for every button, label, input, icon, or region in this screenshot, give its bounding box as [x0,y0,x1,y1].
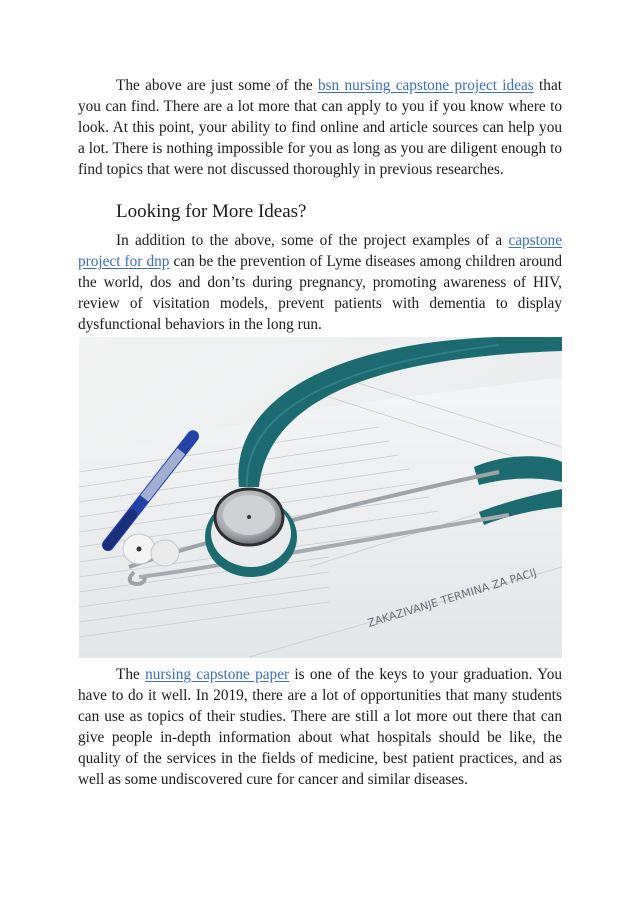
link-capstone-project-for-dnp[interactable]: capstone project for dnp [78,232,562,270]
section-heading: Looking for More Ideas? [116,201,307,222]
paragraph-capstone-paper [78,664,562,790]
paragraph-bsn-ideas [78,75,562,180]
link-bsn-nursing-capstone-project-ideas[interactable]: bsn nursing capstone project ideas [317,77,534,94]
link-nursing-capstone-paper[interactable]: nursing capstone paper [145,666,290,683]
paragraph-text: The [116,666,146,683]
paragraph-text: In addition to the above, some of the project examples of a [116,232,509,249]
paragraph-text: can be the prevention of Lyme diseases among children around the world, dos and don’ts during pregnancy, promoting awareness of HIV, review of visitation models, prevent patients with dementia to display dysfunctional behaviors in the long run. [78,253,562,333]
paragraph-text: The above are just some of the [116,77,318,94]
stethoscope-illustration [79,337,562,658]
paragraph-text: is one of the keys to your graduation. You have to do it well. In 2019, there are a lot of opportunities that many students can use as topics of their studies. There are still a lot more out there that can give people in-depth information about what hospitals should be like, the quality of the services in the fields of medicine, best patient practices, and as well as some undiscovered cure for cancer and similar diseases. [78,666,562,788]
stethoscope-photo [79,337,562,658]
svg-text:ZAKAZIVANJE TERMINA ZA PACIJ: ZAKAZIVANJE TERMINA ZA PACIJ [366,565,539,630]
paragraph-dnp-examples [78,230,562,335]
paragraph-text: that you can find. There are a lot more that can apply to you if you know where to look. At this point, your ability to find online and article sources can help you a lot. There is nothing impossible for you as long as you are diligent enough to find topics that were not discussed thoroughly in previous researches. [78,77,562,178]
